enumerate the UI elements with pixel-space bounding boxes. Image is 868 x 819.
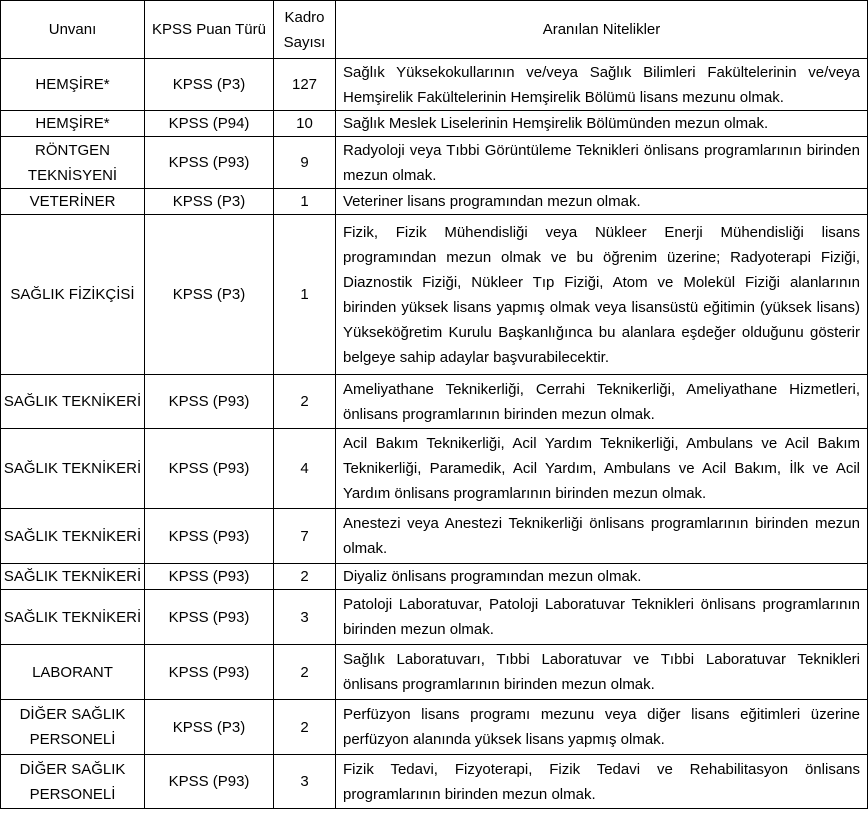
row-requirements: Sağlık Meslek Liselerinin Hemşirelik Bölümünden mezun olmak. [336,111,868,137]
row-kadro: 7 [274,509,336,564]
row-requirements: Fizik Tedavi, Fizyoterapi, Fizik Tedavi ve Rehabilitasyon önlisans programlarının birinden mezun olmak. [336,755,868,809]
row-requirements: Ameliyathane Teknikerliği, Cerrahi Teknikerliği, Ameliyathane Hizmetleri, önlisans programlarının birinden mezun olmak. [336,375,868,429]
table-row [1,755,868,809]
row-title: DİĞER SAĞLIK PERSONELİ [1,700,145,755]
row-title: RÖNTGEN TEKNİSYENİ [1,137,145,189]
row-title: SAĞLIK TEKNİKERİ [1,429,145,509]
row-puan: KPSS (P93) [145,375,274,429]
row-title: DİĞER SAĞLIK PERSONELİ [1,755,145,809]
header-puan: KPSS Puan Türü [145,1,274,59]
row-kadro: 9 [274,137,336,189]
row-title: SAĞLIK FİZİKÇİSİ [1,215,145,375]
row-kadro: 3 [274,590,336,645]
row-title: HEMŞİRE* [1,111,145,137]
row-requirements: Veteriner lisans programından mezun olmak. [336,189,868,215]
row-puan: KPSS (P93) [145,137,274,189]
row-title: SAĞLIK TEKNİKERİ [1,375,145,429]
table-row [1,111,868,137]
row-puan: KPSS (P93) [145,564,274,590]
table-row [1,189,868,215]
row-title: SAĞLIK TEKNİKERİ [1,564,145,590]
row-kadro: 2 [274,700,336,755]
row-requirements: Patoloji Laboratuvar, Patoloji Laboratuvar Teknikleri önlisans programlarının birinden mezun olmak. [336,590,868,645]
header-row [1,1,868,59]
row-puan: KPSS (P93) [145,429,274,509]
row-puan: KPSS (P94) [145,111,274,137]
table-row [1,215,868,375]
row-kadro: 2 [274,564,336,590]
header-title: Unvanı [1,1,145,59]
table-row [1,137,868,189]
row-title: LABORANT [1,645,145,700]
table-row [1,700,868,755]
row-requirements: Radyoloji veya Tıbbi Görüntüleme Teknikleri önlisans programlarının birinden mezun olmak. [336,137,868,189]
table-header [1,1,868,59]
row-kadro: 1 [274,215,336,375]
row-puan: KPSS (P3) [145,189,274,215]
row-kadro: 2 [274,645,336,700]
row-kadro: 127 [274,59,336,111]
row-puan: KPSS (P93) [145,590,274,645]
table-row [1,59,868,111]
table-row [1,590,868,645]
row-kadro: 1 [274,189,336,215]
row-puan: KPSS (P3) [145,59,274,111]
row-title: SAĞLIK TEKNİKERİ [1,590,145,645]
row-requirements: Acil Bakım Teknikerliği, Acil Yardım Teknikerliği, Ambulans ve Acil Bakım Teknikerliği, Paramedik, Acil Yardım, Ambulans ve Acil Bakım, İlk ve Acil Yardım önlisans programlarının birinden mezun olmak. [336,429,868,509]
table-row [1,509,868,564]
header-requirements: Aranılan Nitelikler [336,1,868,59]
row-puan: KPSS (P3) [145,700,274,755]
row-requirements: Sağlık Laboratuvarı, Tıbbi Laboratuvar ve Tıbbi Laboratuvar Teknikleri önlisans programlarının birinden mezun olmak. [336,645,868,700]
row-requirements: Diyaliz önlisans programından mezun olmak. [336,564,868,590]
row-requirements: Sağlık Yüksekokullarının ve/veya Sağlık Bilimleri Fakültelerinin ve/veya Hemşirelik Fakültelerinin Hemşirelik Bölümü lisans mezunu olmak. [336,59,868,111]
table-row [1,645,868,700]
table-row [1,429,868,509]
row-title: SAĞLIK TEKNİKERİ [1,509,145,564]
row-puan: KPSS (P93) [145,509,274,564]
row-kadro: 2 [274,375,336,429]
table-body [1,59,868,809]
table-row [1,375,868,429]
row-requirements: Fizik, Fizik Mühendisliği veya Nükleer Enerji Mühendisliği lisans programından mezun olmak ve bu öğrenim üzerine; Radyoterapi Fiziği, Diaznostik Fiziği, Nükleer Tıp Fiziği, Atom ve Molekül Fiziği alanlarının birinden yüksek lisans yapmış olmak veya lisansüstü eğitimin (yüksek lisans) Yükseköğretim Kurulu Başkanlığınca bu alanlara eşdeğer olduğunu gösterir belgeye sahip adaylar başvurabilecektir. [336,215,868,375]
row-requirements: Anestezi veya Anestezi Teknikerliği önlisans programlarının birinden mezun olmak. [336,509,868,564]
row-title: HEMŞİRE* [1,59,145,111]
header-kadro: Kadro Sayısı [274,1,336,59]
row-kadro: 10 [274,111,336,137]
row-kadro: 3 [274,755,336,809]
row-title: VETERİNER [1,189,145,215]
row-puan: KPSS (P93) [145,755,274,809]
row-puan: KPSS (P93) [145,645,274,700]
row-requirements: Perfüzyon lisans programı mezunu veya diğer lisans eğitimleri üzerine perfüzyon alanında yüksek lisans yapmış olmak. [336,700,868,755]
table-row [1,564,868,590]
row-kadro: 4 [274,429,336,509]
row-puan: KPSS (P3) [145,215,274,375]
